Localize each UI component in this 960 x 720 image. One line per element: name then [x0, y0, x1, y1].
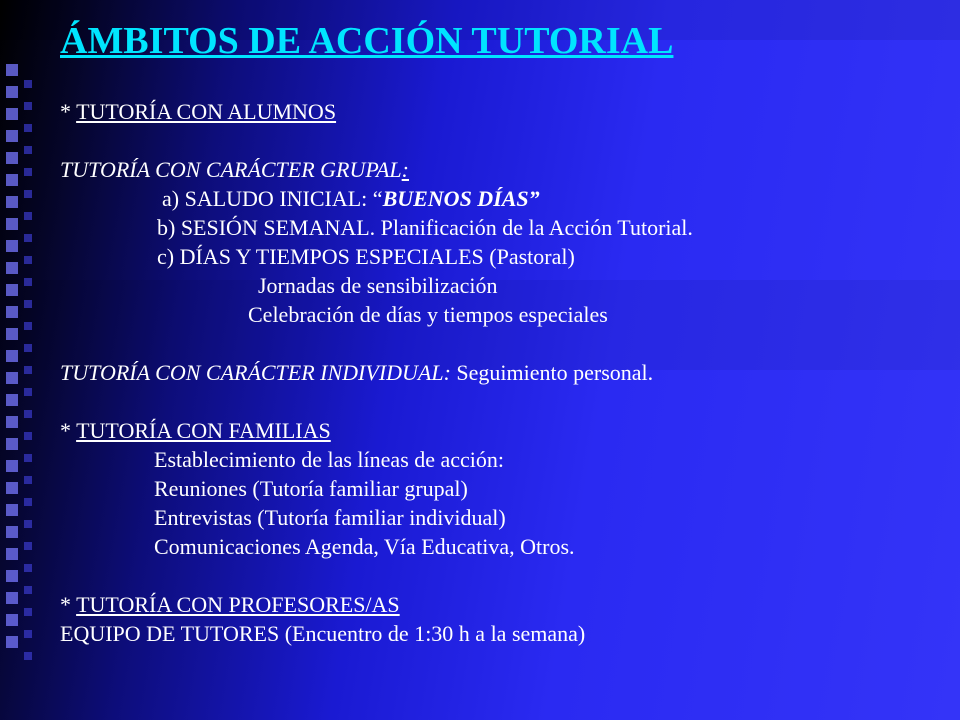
individual-label: TUTORÍA CON CARÁCTER INDIVIDUAL:	[60, 360, 451, 385]
item-c-sub2: Celebración de días y tiempos especiales	[248, 302, 608, 327]
section-familias-heading	[60, 416, 950, 445]
individual-line	[60, 358, 950, 387]
item-a-bold: BUENOS DÍAS”	[382, 186, 540, 211]
slide-content	[60, 14, 950, 648]
grupal-label: TUTORÍA CON CARÁCTER GRUPAL	[60, 157, 402, 182]
item-b: b) SESIÓN SEMANAL. Planificación de la Acción Tutorial.	[157, 215, 693, 240]
bullet: *	[60, 418, 77, 443]
grupal-label-line	[60, 155, 950, 184]
grupal-colon: :	[401, 157, 409, 182]
item-a	[60, 184, 950, 213]
familias-item: Comunicaciones Agenda, Vía Educativa, Otros.	[154, 534, 575, 559]
slide-title: ÁMBITOS DE ACCIÓN TUTORIAL	[60, 20, 674, 62]
familias-item: Reuniones (Tutoría familiar grupal)	[154, 476, 468, 501]
profesores-text: EQUIPO DE TUTORES (Encuentro de 1:30 h a la semana)	[60, 621, 586, 646]
heading-alumnos: TUTORÍA CON ALUMNOS	[76, 99, 337, 124]
item-a-prefix: a) SALUDO INICIAL: “	[162, 186, 383, 211]
bullet: *	[60, 592, 77, 617]
familias-item: Establecimiento de las líneas de acción:	[154, 447, 505, 472]
individual-text: Seguimiento personal.	[450, 360, 654, 385]
bullet: *	[60, 99, 77, 124]
familias-item: Entrevistas (Tutoría familiar individual)	[154, 505, 506, 530]
section-profesores-heading	[60, 590, 950, 619]
heading-familias: TUTORÍA CON FAMILIAS	[76, 418, 331, 443]
decorative-squares-inner	[24, 80, 32, 674]
item-c-sub1: Jornadas de sensibilización	[258, 273, 498, 298]
item-c: c) DÍAS Y TIEMPOS ESPECIALES (Pastoral)	[157, 244, 575, 269]
heading-profesores: TUTORÍA CON PROFESORES/AS	[76, 592, 400, 617]
decorative-squares-left	[6, 64, 18, 658]
section-alumnos-heading	[60, 97, 950, 126]
